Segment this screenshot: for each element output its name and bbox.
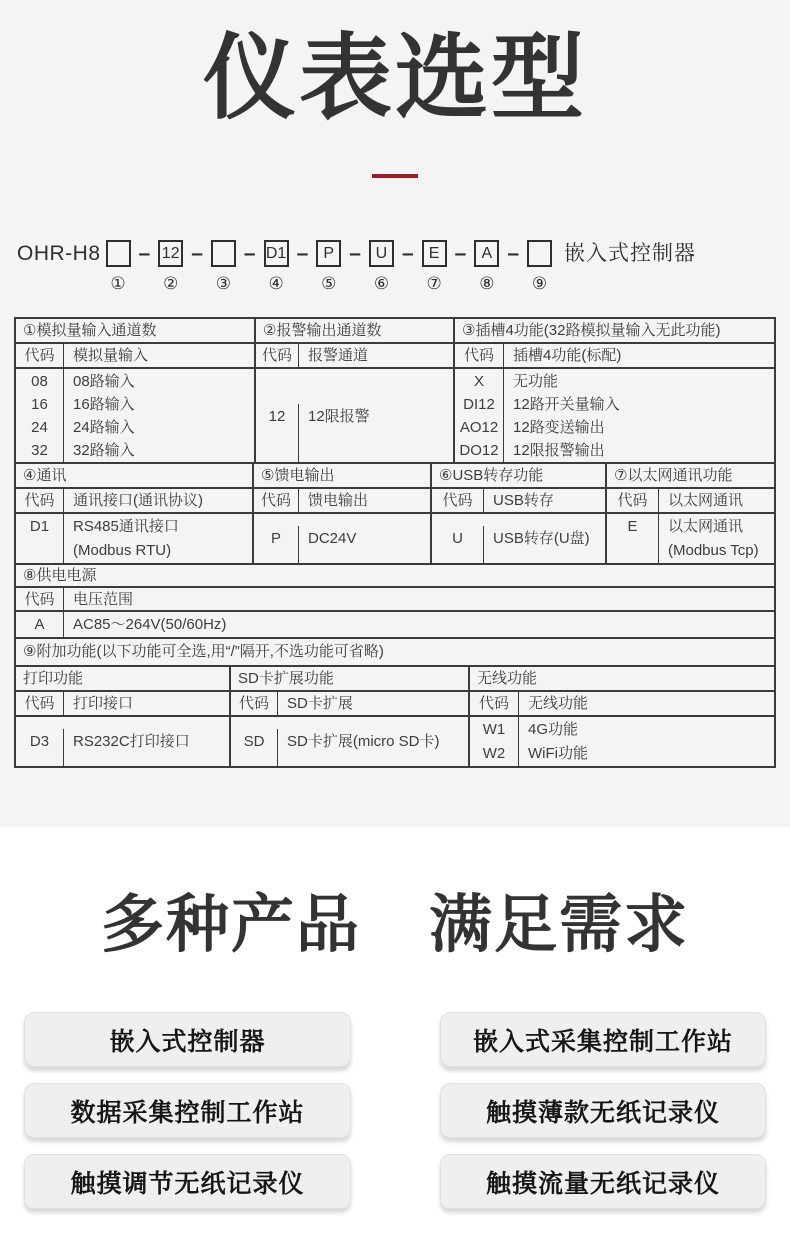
code-cell <box>16 612 64 637</box>
model-box-3 <box>211 240 236 267</box>
section-title: ⑦以太网通讯功能 <box>607 464 774 489</box>
model-index-8: ⑧ <box>479 274 495 294</box>
model-index-3: ③ <box>215 274 232 294</box>
label-cell <box>519 717 774 766</box>
label-value: 以太网通讯 <box>668 518 744 536</box>
code-header-cell: 代码 <box>16 344 64 369</box>
code-cell <box>16 514 64 563</box>
model-slot-6 <box>369 240 394 294</box>
label-value: 12限报警 <box>308 407 370 425</box>
code-cell <box>231 729 278 766</box>
section-ethernet <box>605 464 774 563</box>
model-slot-8 <box>474 240 499 294</box>
model-box-9 <box>527 240 552 267</box>
column-header-cell: USB转存 <box>484 489 605 514</box>
section-title: ③插槽4功能(32路模拟量输入无此功能) <box>455 319 774 344</box>
code-value: P <box>270 530 281 548</box>
model-dash: – <box>507 242 520 266</box>
model-slot-2 <box>158 240 183 294</box>
section-wireless <box>468 667 774 766</box>
label-cell <box>64 729 229 766</box>
label-value: 08路输入 <box>73 373 135 391</box>
table-band-3 <box>16 563 774 637</box>
model-box-6: U <box>369 240 394 267</box>
code-value: 32 <box>31 442 48 460</box>
page-title: 仪表选型 <box>203 26 587 130</box>
label-cell <box>299 526 430 563</box>
code-value: SD <box>243 733 265 751</box>
model-dash: – <box>243 242 256 266</box>
model-prefix: OHR-H8 <box>17 242 101 266</box>
code-cell <box>455 369 504 462</box>
label-value: 12限报警输出 <box>513 442 605 460</box>
model-box-5: P <box>316 240 341 267</box>
code-value: DI12 <box>463 396 495 414</box>
column-header-cell: 以太网通讯 <box>659 489 774 514</box>
label-value: AC85～264V(50/60Hz) <box>73 616 227 634</box>
section-title: ②报警输出通道数 <box>256 319 453 344</box>
column-header-cell: 馈电输出 <box>299 489 430 514</box>
column-header-cell: 电压范围 <box>64 588 774 612</box>
model-slot-9 <box>527 240 552 294</box>
additional-functions-title: ⑨附加功能(以下功能可全选,用“/”隔开,不选功能可省略) <box>23 643 384 661</box>
model-index-1: ① <box>110 274 126 294</box>
products-heading <box>0 827 790 960</box>
table-band-1 <box>16 319 774 462</box>
column-header-cell: SD卡扩展 <box>278 692 468 717</box>
product-button-embedded-controller[interactable]: 嵌入式控制器 <box>24 1012 351 1067</box>
column-header-cell: 模拟量输入 <box>64 344 254 369</box>
code-cell <box>16 369 64 462</box>
label-value: DC24V <box>308 530 357 548</box>
model-index-7: ⑦ <box>426 274 442 294</box>
code-header-cell: 代码 <box>254 489 299 514</box>
model-index-5: ⑤ <box>321 274 337 294</box>
label-cell <box>484 526 605 563</box>
products-heading-part1: 多种产品 <box>101 890 361 960</box>
code-value: DO12 <box>459 442 499 460</box>
code-header-cell: 代码 <box>231 692 278 717</box>
code-value: D1 <box>29 518 50 536</box>
label-cell <box>278 729 468 766</box>
code-value: D3 <box>29 733 50 751</box>
section-alarm-output <box>254 319 453 462</box>
code-cell <box>254 526 299 563</box>
title-underline <box>372 174 418 178</box>
label-value: 24路输入 <box>73 419 135 437</box>
code-cell <box>470 717 519 766</box>
code-cell <box>432 526 484 563</box>
column-header-cell: 报警通道 <box>299 344 453 369</box>
selection-table <box>14 317 776 768</box>
column-header-cell: 插槽4功能(标配) <box>504 344 774 369</box>
label-value: 12路开关量输入 <box>513 396 620 414</box>
model-index-4: ④ <box>268 274 284 294</box>
label-cell <box>299 404 453 463</box>
section-title: 无线功能 <box>470 667 774 692</box>
section-feed-output <box>252 464 430 563</box>
code-value: 24 <box>31 419 48 437</box>
label-cell <box>504 369 774 462</box>
section-title: ①模拟量输入通道数 <box>16 319 254 344</box>
product-button-embedded-acquisition-workstation[interactable]: 嵌入式采集控制工作站 <box>440 1012 766 1067</box>
label-value: (Modbus RTU) <box>73 542 172 560</box>
products-section <box>0 827 790 1248</box>
model-dash: – <box>454 242 467 266</box>
label-value: RS485通讯接口 <box>73 518 179 536</box>
label-cell <box>64 612 774 637</box>
label-value: 无功能 <box>513 373 559 391</box>
section-print <box>16 667 229 766</box>
model-code-diagram <box>0 240 790 294</box>
code-value: X <box>473 373 484 391</box>
model-slot-5 <box>316 240 341 294</box>
model-dash: – <box>138 242 151 266</box>
code-header-cell: 代码 <box>16 588 64 612</box>
code-value: W2 <box>482 745 506 763</box>
section-analog-input <box>16 319 254 462</box>
table-band-5 <box>16 665 774 766</box>
section-title: SD卡扩展功能 <box>231 667 468 692</box>
label-value: WiFi功能 <box>528 745 588 763</box>
section-title: ⑤馈电输出 <box>254 464 430 489</box>
section-title: ④通讯 <box>16 464 252 489</box>
code-value: AO12 <box>459 419 499 437</box>
code-cell <box>16 729 64 766</box>
label-cell <box>659 514 774 563</box>
code-header-cell: 代码 <box>16 489 64 514</box>
table-band-4 <box>16 637 774 665</box>
label-value: 16路输入 <box>73 396 135 414</box>
code-cell <box>607 514 659 563</box>
model-slot-1 <box>106 240 131 294</box>
label-value: 32路输入 <box>73 442 135 460</box>
column-header-cell: 无线功能 <box>519 692 774 717</box>
code-value: 12 <box>268 407 286 425</box>
code-value: W1 <box>482 721 506 739</box>
label-value: USB转存(U盘) <box>493 530 590 548</box>
code-value: U <box>452 530 463 548</box>
product-button-touch-slim-paperless-recorder[interactable]: 触摸薄款无纸记录仪 <box>440 1083 766 1138</box>
code-value: E <box>627 518 638 536</box>
model-slot-7 <box>422 240 447 294</box>
product-button-touch-flow-paperless-recorder[interactable]: 触摸流量无纸记录仪 <box>440 1154 766 1209</box>
code-header-cell: 代码 <box>256 344 299 369</box>
model-dash: – <box>191 242 203 266</box>
label-value: RS232C打印接口 <box>73 733 190 751</box>
section-title: 打印功能 <box>16 667 229 692</box>
product-buttons <box>0 1012 790 1209</box>
products-heading-part2: 满足需求 <box>429 890 689 960</box>
code-header-cell: 代码 <box>470 692 519 717</box>
column-header-cell: 通讯接口(通讯协议) <box>64 489 252 514</box>
section-title: ⑥USB转存功能 <box>432 464 605 489</box>
model-index-9: ⑨ <box>531 274 548 294</box>
model-box-1 <box>106 240 131 267</box>
label-cell <box>64 514 252 563</box>
label-value: 4G功能 <box>528 721 579 739</box>
label-cell <box>64 369 254 462</box>
section-title: ⑧供电电源 <box>16 565 774 588</box>
model-dash: – <box>401 242 414 266</box>
code-header-cell: 代码 <box>455 344 504 369</box>
model-slot-3 <box>211 240 236 294</box>
label-value: SD卡扩展(micro SD卡) <box>287 733 440 751</box>
code-value: 08 <box>31 373 48 391</box>
section-power-supply <box>16 565 774 637</box>
model-suffix: 嵌入式控制器 <box>564 242 697 266</box>
product-button-touch-control-paperless-recorder[interactable]: 触摸调节无纸记录仪 <box>24 1154 351 1209</box>
model-box-8: A <box>474 240 499 267</box>
label-value: 12路变送输出 <box>513 419 605 437</box>
code-header-cell: 代码 <box>607 489 659 514</box>
section-sd-card <box>229 667 468 766</box>
section-slot4-function <box>453 319 774 462</box>
table-band-2 <box>16 462 774 563</box>
section-usb-transfer <box>430 464 605 563</box>
code-value: A <box>34 616 45 634</box>
model-slot-4 <box>264 240 289 294</box>
section-communication <box>16 464 252 563</box>
product-button-data-acquisition-workstation[interactable]: 数据采集控制工作站 <box>24 1083 351 1138</box>
model-box-2: 12 <box>158 240 183 267</box>
code-header-cell: 代码 <box>16 692 64 717</box>
label-value: (Modbus Tcp) <box>668 542 759 560</box>
model-dash: – <box>296 242 309 266</box>
model-index-2: ② <box>163 274 179 294</box>
model-dash: – <box>349 242 361 266</box>
code-value: 16 <box>31 396 48 414</box>
model-index-6: ⑥ <box>373 274 390 294</box>
model-box-7: E <box>422 240 447 267</box>
model-box-4: D1 <box>264 240 289 267</box>
column-header-cell: 打印接口 <box>64 692 229 717</box>
code-cell <box>256 404 299 463</box>
code-header-cell: 代码 <box>432 489 484 514</box>
